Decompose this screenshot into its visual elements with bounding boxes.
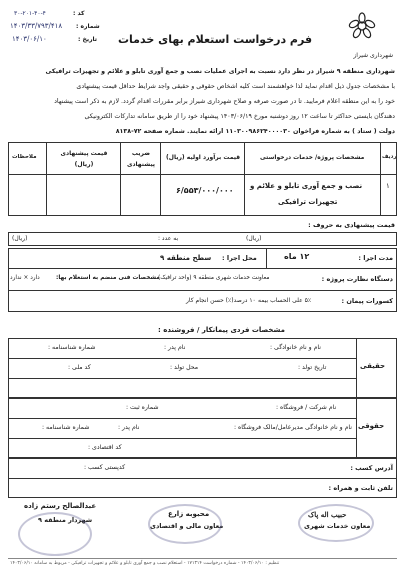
- ceo-father-field-label[interactable]: نام پدر :: [118, 424, 140, 431]
- signature-1-stamp: [298, 504, 374, 542]
- supervisor-value: معاونت خدمات شهری منطقه ۹ (واحد ترافیک): [158, 275, 270, 281]
- date-label: تاریخ :: [78, 36, 98, 43]
- flower-logo-icon: [330, 12, 394, 54]
- national-code-field-label[interactable]: کد ملی :: [68, 364, 91, 371]
- deduction-2: ۱۰ درصد(٪) حسن انجام کار: [186, 297, 256, 304]
- name-field-label[interactable]: نام و نام خانوادگی :: [270, 344, 322, 351]
- phone-field-label[interactable]: تلفن ثابت و همراه :: [328, 484, 393, 492]
- deduction-1: ۵٪ علی الحساب بیمه: [258, 297, 312, 304]
- place-value: سطح منطقه ۹: [160, 254, 212, 262]
- col-notes-header: ملاحظات: [12, 154, 37, 160]
- address-field-label[interactable]: آدرس کسب :: [350, 464, 393, 472]
- economic-code-field-label[interactable]: کد اقتصادی :: [88, 444, 122, 451]
- birth-place-field-label[interactable]: محل تولد :: [170, 364, 199, 371]
- row-number: ۱: [386, 182, 390, 190]
- expert-value: دارد × ندارد: [10, 275, 40, 281]
- number-value: ۱۴۰۳/۳۳/۷۹۳/۴۱۸: [10, 22, 63, 30]
- municipality-logo: [330, 12, 394, 54]
- amount-rial-label: (ریال): [246, 235, 262, 242]
- col-row-header: ردیف: [382, 154, 397, 160]
- father-field-label[interactable]: نام پدر :: [164, 344, 186, 351]
- signature-3-title: شهردار منطقه ۹: [38, 516, 93, 524]
- signature-1-title: معاون خدمات شهری: [304, 522, 371, 530]
- real-person-label: حقیقی: [360, 362, 386, 370]
- document-page: [8, 6, 397, 570]
- col-desc-header: مشخصات پروژه/ خدمات درخواستی: [260, 154, 365, 161]
- col-price-header: قیمت پیشنهادی (ریال): [60, 150, 108, 168]
- postal-field-label[interactable]: کدپستی کسب :: [84, 464, 126, 471]
- row-desc-line-1: نصب و جمع آوری تابلو و علائم و: [250, 182, 363, 190]
- ceo-field-label[interactable]: نام و نام خانوادگی مدیرعامل/مالک فروشگاه :: [234, 424, 353, 431]
- code-label: کد :: [73, 10, 85, 17]
- intro-line-1: شهرداری منطقه ۹ شیراز در نظر دارد نسبت به اجرای عملیات نصب و جمع آوری تابلو و علائم و تجهیزات ترافیکی: [45, 68, 395, 75]
- amount-rial-label-2: (ریال): [12, 235, 28, 242]
- footer-text: تنظیم : ۱۴۰۳/۰۶/۱۰ - شماره درخواست ۱۷۱۳۱۴ - استعلام نصب و جمع آوری تابلو و علائم و تجهیزات ترافیکی - مربوط به سامانه ۱۴۰۳/۰۶/۱۰: [10, 561, 280, 566]
- col-estimate-header: قیمت برآورد اولیه (ریال): [166, 154, 241, 161]
- col-coef-header: ضریب پیشنهادی: [126, 150, 156, 168]
- row-desc-line-2: تجهیزات ترافیکی: [278, 198, 338, 206]
- id-number-field-label[interactable]: شماره شناسنامه :: [48, 344, 96, 351]
- signature-3-stamp: [18, 512, 92, 556]
- supervisor-label: دستگاه نظارت پروژه :: [321, 275, 393, 283]
- amount-words-label: قیمت پیشنهادی به حروف :: [308, 221, 395, 229]
- legal-entity-label: حقوقی: [358, 422, 385, 430]
- contractor-section-title: مشخصات فردی پیمانکار / فروشنده :: [158, 326, 285, 334]
- code-value: ۳۰-۲۰۱-۴۰-۴: [14, 10, 46, 17]
- row-estimate: ۶/۵۵۳/۰۰۰/۰۰۰: [176, 186, 234, 195]
- amount-number-label: به عدد :: [158, 235, 179, 242]
- deduction-label: کسورات پیمان :: [341, 297, 393, 305]
- place-label: محل اجرا :: [222, 254, 257, 262]
- birth-date-field-label[interactable]: تاریخ تولد :: [298, 364, 327, 371]
- number-label: شماره :: [76, 23, 100, 30]
- intro-line-2: با مشخصات جدول ذیل اقدام نماید لذا خواهشمند است کلیه اشخاص حقوقی و حقیقی واجد شرایط حداقل قیمت پیشنهادی: [76, 83, 395, 90]
- expert-label: مشخصات فنی منضم به استعلام بها:: [56, 275, 160, 281]
- intro-line-4: دهندگان بایستی حداکثر تا ساعت ۱۲ روز دوشنبه مورخ ۱۴۰۳/۰۶/۱۹ پیشنهاد خود را از طریق سامانه تدارکات الکترونیکی: [84, 113, 395, 120]
- page-title: فرم درخواست استعلام بهای خدمات: [118, 33, 313, 46]
- ceo-id-field-label[interactable]: شماره شناسنامه :: [42, 424, 90, 431]
- reg-number-field-label[interactable]: شماره ثبت :: [126, 404, 159, 411]
- signature-2-stamp: [148, 504, 222, 544]
- logo-text: شهرداری شیراز: [353, 52, 393, 59]
- duration-value: ۱۲ ماه: [284, 252, 310, 261]
- intro-line-3: خود را به این منطقه اعلام فرمایید. تا در صورت صرفه و صلاح شهرداری شیراز برابر مقررات اقدام گردد. لازم به ذکر است پیشنهاد: [54, 98, 395, 105]
- company-field-label[interactable]: نام شرکت / فروشگاه :: [276, 404, 337, 411]
- date-value: ۱۴۰۳/۰۶/۱۰: [12, 35, 47, 43]
- duration-label: مدت اجرا :: [358, 254, 393, 262]
- amount-words-field[interactable]: [8, 232, 397, 246]
- signature-3-name: عبدالصالح رستم زاده: [24, 502, 97, 510]
- signature-1-name: حبیب اله پاک: [308, 510, 347, 519]
- signature-2-title: معاون مالی و اقتصادی: [150, 522, 224, 530]
- signature-2-name: محبوبه زارع: [168, 510, 210, 518]
- intro-line-5: دولت ( ستاد ) به شماره فراخوان ۱۱۰۳۰۰۹۸۶۲۴۰۰۰۰۳۰ ارائه نمایند. شماره صفحه ۷۲-۸۱۳۸: [115, 128, 395, 135]
